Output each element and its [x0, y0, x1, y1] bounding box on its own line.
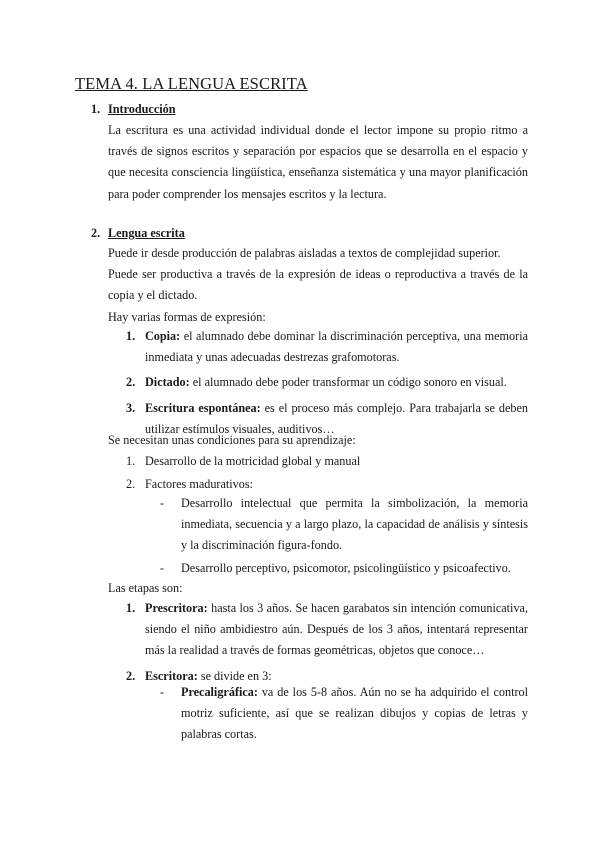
item-number: 1.	[126, 601, 136, 615]
list-item	[126, 372, 528, 393]
section-heading-lengua-escrita	[91, 223, 185, 244]
paragraph-line: Puede ser productiva a través de la expresión de ideas o reproductiva a través de la copia y el dictado.	[108, 267, 528, 303]
list-item	[126, 598, 528, 662]
item-number: 1.	[126, 454, 136, 468]
maturation-factors-list	[160, 493, 528, 579]
item-term: Dictado:	[145, 375, 190, 390]
item-text: se divide en 3:	[197, 668, 272, 683]
item-number: 1.	[126, 329, 136, 343]
introduction-paragraph: La escritura es una actividad individual donde el lector impone su propio ritmo a través de signos escritos y separación por espacios que se desarrolla en el espacio y que necesita consciencia lingüística, enseñanza sistemática y una mayor planificación para poder comprender los mensajes escritos y la lectura.	[108, 123, 528, 201]
expression-forms-list	[126, 326, 528, 440]
section-number: 2.	[91, 226, 101, 240]
item-text: el alumnado debe dominar la discriminación perceptiva, una memoria inmediata y unas adecuadas destrezas grafomotoras.	[145, 329, 528, 365]
list-item	[160, 493, 528, 557]
item-number: 2.	[126, 668, 136, 683]
item-term: Precaligráfica:	[181, 685, 258, 699]
item-text: Desarrollo de la motricidad global y manual	[145, 454, 361, 468]
stages-intro: Las etapas son:	[108, 581, 183, 595]
item-number: 2.	[126, 375, 136, 390]
item-text: el alumnado debe poder transformar un código sonoro en visual.	[189, 375, 507, 390]
item-text: Factores madurativos:	[145, 477, 253, 492]
dash-bullet: -	[160, 560, 165, 575]
section-title: Lengua escrita	[108, 226, 185, 240]
item-number: 2.	[126, 477, 136, 492]
section-heading-introduccion	[91, 99, 176, 120]
writer-substages-list	[160, 682, 528, 746]
dash-bullet: -	[160, 685, 165, 699]
item-term: Escritura espontánea:	[145, 400, 261, 415]
list-item	[160, 558, 528, 579]
lengua-escrita-body	[108, 243, 528, 328]
item-term: Copia:	[145, 329, 181, 343]
item-text: hasta los 3 años. Se hacen garabatos sin intención comunicativa, siendo el niño ambidiestro aún. Después de los 3 años, intentará representar más la realidad a través de formas geométricas, objetos que conoce…	[145, 601, 528, 658]
list-item	[160, 682, 528, 746]
list-item	[126, 451, 528, 472]
item-number: 3.	[126, 400, 136, 415]
paragraph-line: Puede ir desde producción de palabras aisladas a textos de complejidad superior.	[108, 246, 501, 260]
dash-bullet: -	[160, 496, 165, 510]
conditions-list	[126, 451, 528, 495]
section-number: 1.	[91, 102, 101, 116]
item-text: es el proceso más complejo. Para trabajarla se deben utilizar estímulos visuales, auditivos…	[145, 400, 529, 436]
section-title: Introducción	[108, 102, 176, 116]
list-item	[126, 326, 528, 368]
paragraph-line: Hay varias formas de expresión:	[108, 309, 266, 324]
stages-list	[126, 598, 528, 687]
item-text: va de los 5-8 años. Aún no se ha adquirido el control motriz suficiente, así que se realizan dibujos y copias de letras y palabras cortas.	[181, 685, 528, 742]
item-term: Prescritora:	[145, 601, 208, 615]
page-title: TEMA 4. LA LENGUA ESCRITA	[75, 74, 308, 93]
item-term: Escritora:	[145, 668, 198, 683]
item-text: Desarrollo intelectual que permita la simbolización, la memoria inmediata, secuencia y a largo plazo, la capacidad de análisis y síntesis y la discriminación figura-fondo.	[181, 496, 528, 553]
conditions-intro: Se necesitan unas condiciones para su aprendizaje:	[108, 433, 356, 447]
item-text: Desarrollo perceptivo, psicomotor, psicolingüístico y psicoafectivo.	[181, 560, 511, 575]
